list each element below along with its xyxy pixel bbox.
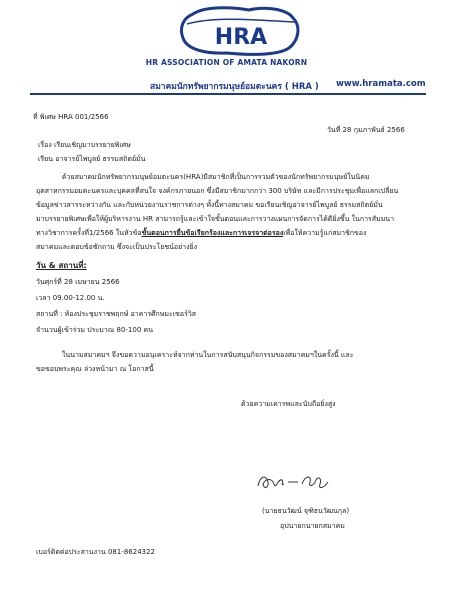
signature: [254, 468, 334, 496]
recipient-line: เรียน อาจารย์ไพบูลย์ ธรรมสถิตย์มั่น: [38, 155, 146, 163]
contact-line: เบอร์ติดต่อประสานงาน 081-8624322: [36, 548, 156, 556]
body-line-end: เพื่อให้ความรู้แก่สมาชิกของ: [283, 229, 367, 237]
org-name-th: สมาคมนักทรัพยากรมนุษย์อมตะนคร ( HRA ): [150, 82, 319, 92]
body-line: ข้อมูลข่าวสารระหว่างกัน และกับหน่วยงานราชการต่างๆ ทั้งนี้ทางสมาคม ขอเรียนเชิญอาจารย์ไพบูลย์ ธรรมสถิตย์มั่น: [36, 201, 383, 209]
schedule-time: เวลา 09.00-12.00 น.: [36, 294, 105, 302]
body-line: [36, 229, 366, 238]
closing-line: ในนามสมาคมฯ จึงขอความอนุเคราะห์จากท่านในการสนับสนุนกิจกรรมของสมาคมฯในครั้งนี้ และ: [62, 351, 354, 359]
signer-title: อุปนายกนายกสมาคม: [280, 522, 345, 530]
schedule-heading: วัน & สถานที่:: [36, 261, 87, 270]
doc-number: ที่ พิเศษ HRA 001/2566: [33, 113, 109, 121]
regards-line: ด้วยความเคารพและนับถือยิ่งสูง: [241, 400, 336, 408]
subject-line: เรื่อง เรียนเชิญมาบรรยายพิเศษ: [38, 141, 131, 149]
hra-logo: [175, 4, 307, 58]
body-line: ด้วยสมาคมนักทรัพยากรมนุษย์อมตะนคร(HRA)มีสมาชิกที่เป็นการรวมตัวของนักทรัพยากรมนุษย์ในนิคม: [62, 173, 370, 181]
logo-text: HRA: [214, 25, 268, 50]
body-line: มาบรรยายพิเศษเพื่อให้ผู้บริหารงาน HR สามารถรู้และเข้าใจขั้นตอนและการวางแผนการจัดการได้ดียิ่งขึ้น ในการสัมมนา: [36, 215, 395, 223]
schedule-attendees: จำนวนผู้เข้าร่วม ประมาณ 80-100 คน: [36, 326, 153, 334]
body-line: อุตสาหกรรมอมตะนครและบุคคลที่สนใจ จงค์กรภายนอก ซึ่งมีสมาชิกมากกว่า 300 บริษัท และมีการประชุมเพื่อแลกเปลี่ยน: [36, 187, 399, 195]
schedule-venue: สถานที่ : ห้องประชุมราชพฤกษ์ อาคารศึกษมะเซอร์วิส: [36, 310, 197, 318]
body-line: สมาคมและตอบข้อซักถาม ซึ่งจะเป็นประโยชน์อย่างยิ่ง: [36, 243, 198, 251]
header-divider: [30, 93, 426, 95]
body-line-start: ทางวิชาการครั้งที่1/2566 ในหัวข้อ: [36, 229, 142, 237]
seminar-topic: ขั้นตอนการยื่นข้อเรียกร้องและการเจรจาต่อรอง: [141, 229, 284, 237]
website-link[interactable]: www.hramata.com: [336, 79, 426, 89]
closing-line: ขอขอบพระคุณ ล่วงหน้ามา ณ โอกาสนี้: [36, 365, 154, 373]
signer-name: (นายธนวัฒน์ จุฑิธนวัฒนกุล): [262, 507, 350, 515]
letter-date: วันที่ 28 กุมภาพันธ์ 2566: [327, 126, 405, 134]
org-name-en: HR ASSOCIATION OF AMATA NAKORN: [145, 58, 308, 67]
schedule-date: วันศุกร์ที่ 28 เมษายน 2566: [36, 278, 120, 286]
